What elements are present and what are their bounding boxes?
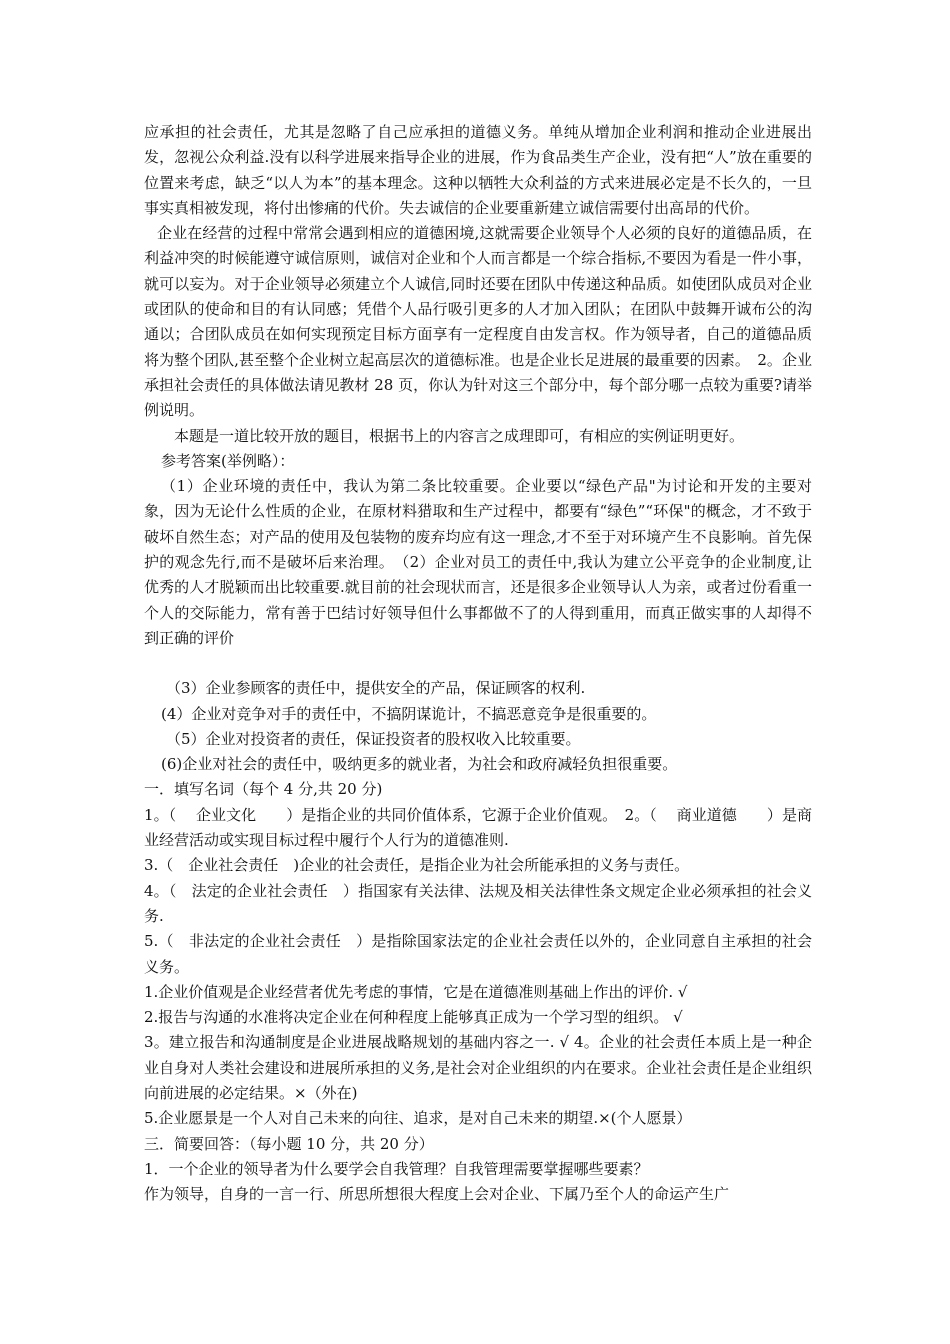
blank-line [144,651,812,676]
question-self-management: 1．一个企业的领导者为什么要学会自我管理？自我管理需要掌握哪些要素？ [144,1159,649,1178]
fill-term-3: 3.（ 企业社会责任 )企业的社会责任，是指企业为社会所能承担的义务与责任。 [144,856,690,875]
paragraph-moral-obligation: 应承担的社会责任，尤其是忽略了自己应承担的道德义务。单纯从增加企业利润和推动企业进展出发，忽视公众利益.没有以科学进展来指导企业的进展，作为食品类生产企业，没有把“人”放在重要的位置来考虑，缺乏“以人为本”的基本理念。这种以牺牲大众利益的方式来进展必定是不长久的，一旦事实真相被发现，将付出惨痛的代价。失去诚信的企业要重新建立诚信需要付出高昂的代价。 [144,123,812,217]
judgement-3-4: 3。建立报告和沟通制度是企业进展战略规划的基础内容之一. √ 4。企业的社会责任本质上是一种企业自身对人类社会建设和进展所承担的义务,是社会对企业组织的内在要求。企业社会责任是企业组织向前进展的必定结果。×（外在) [144,1033,812,1102]
paragraph-answer-4: (4）企业对竞争对手的责任中，不搞阴谋诡计，不搞恶意竞争是很重要的。 [161,704,657,723]
judgement-2: 2.报告与沟通的水准将决定企业在何种程度上能够真正成为一个学习型的组织。 √ [144,1008,683,1027]
fill-term-1-2: 1。（ 企业文化 ）是指企业的共同价值体系，它源于企业价值观。 2。（ 商业道德 ）是商业经营活动或实现目标过程中履行个人行为的道德准则. [144,805,812,850]
section-heading-short-answer: 三．简要回答：（每小题 10 分，共 20 分） [144,1134,434,1153]
paragraph-open-question-note: 本题是一道比较开放的题目，根据书上的内容言之成理即可，有相应的实例证明更好。 [174,426,745,445]
judgement-1: 1.企业价值观是企业经营者优先考虑的事情，它是在道德准则基础上作出的评价. √ [144,982,688,1001]
document-page [144,120,812,1207]
paragraph-answer-5: （5）企业对投资者的责任，保证投资者的股权收入比较重要。 [166,729,581,748]
paragraph-answer-6: (6)企业对社会的责任中，吸纳更多的就业者，为社会和政府减轻负担很重要。 [161,755,678,774]
paragraph-answer-1-2: （1）企业环境的责任中，我认为第二条比较重要。企业要以“绿色产品"为讨论和开发的主要对象，因为无论什么性质的企业，在原材料猎取和生产过程中，都要有“绿色”“环保"的概念，才不致于破坏自然生态；对产品的使用及包装物的废弃均应有这一理念,才不至于对环境产生不良影响。首先保护的观念先行,而不是破坏后来治理。 （2）企业对员工的责任中,我认为建立公平竞争的企业制度,让优秀的人才脱颖而出比较重要.就目前的社会现状而言，还是很多企业领导认人为亲，或者过份看重一个人的交际能力，常有善于巴结讨好领导但什么事都做不了的人得到重用，而真正做实事的人却得不到正确的评价 [144,477,812,647]
fill-term-5: 5.（ 非法定的企业社会责任 ）是指除国家法定的企业社会责任以外的，企业同意自主承担的社会义务。 [144,932,812,976]
paragraph-reference-answer: 参考答案(举例略）： [161,451,295,470]
paragraph-leader-integrity: 企业在经营的过程中常常会遇到相应的道德困境,这就需要企业领导个人必须的良好的道德品质，在利益冲突的时候能遵守诚信原则，诚信对企业和个人而言都是一个综合指标,不要因为看是一件小事，就可以妄为。对于企业领导必须建立个人诚信,同时还要在团队中传递这种品质。如使团队成员对企业或团队的使命和目的有认同感；凭借个人品行吸引更多的人才加入团队；在团队中鼓舞开诚布公的沟通以；合团队成员在如何实现预定目标方面享有一定程度自由发言权。作为领导者，自己的道德品质将为整个团队,甚至整个企业树立起高层次的道德标准。也是企业长足进展的最重要的因素。 2。企业承担社会责任的具体做法请见教材 28 页，你认为针对这三个部分中，每个部分哪一点较为重要?请举例说明。 [144,224,812,420]
section-heading-fill-terms: 一．填写名词（每个 4 分,共 20 分) [144,780,383,799]
judgement-5: 5.企业愿景是一个人对自己未来的向往、追求，是对自己未来的期望.×(个人愿景） [144,1109,692,1128]
fill-term-4: 4。（ 法定的企业社会责任 ）指国家有关法律、法规及相关法律性条文规定企业必须承担的社会义务. [144,881,812,925]
answer-self-management: 作为领导，自身的一言一行、所思所想很大程度上会对企业、下属乃至个人的命运产生广 [144,1185,730,1204]
paragraph-answer-3: （3）企业参顾客的责任中，提供安全的产品，保证顾客的权利. [166,679,586,698]
